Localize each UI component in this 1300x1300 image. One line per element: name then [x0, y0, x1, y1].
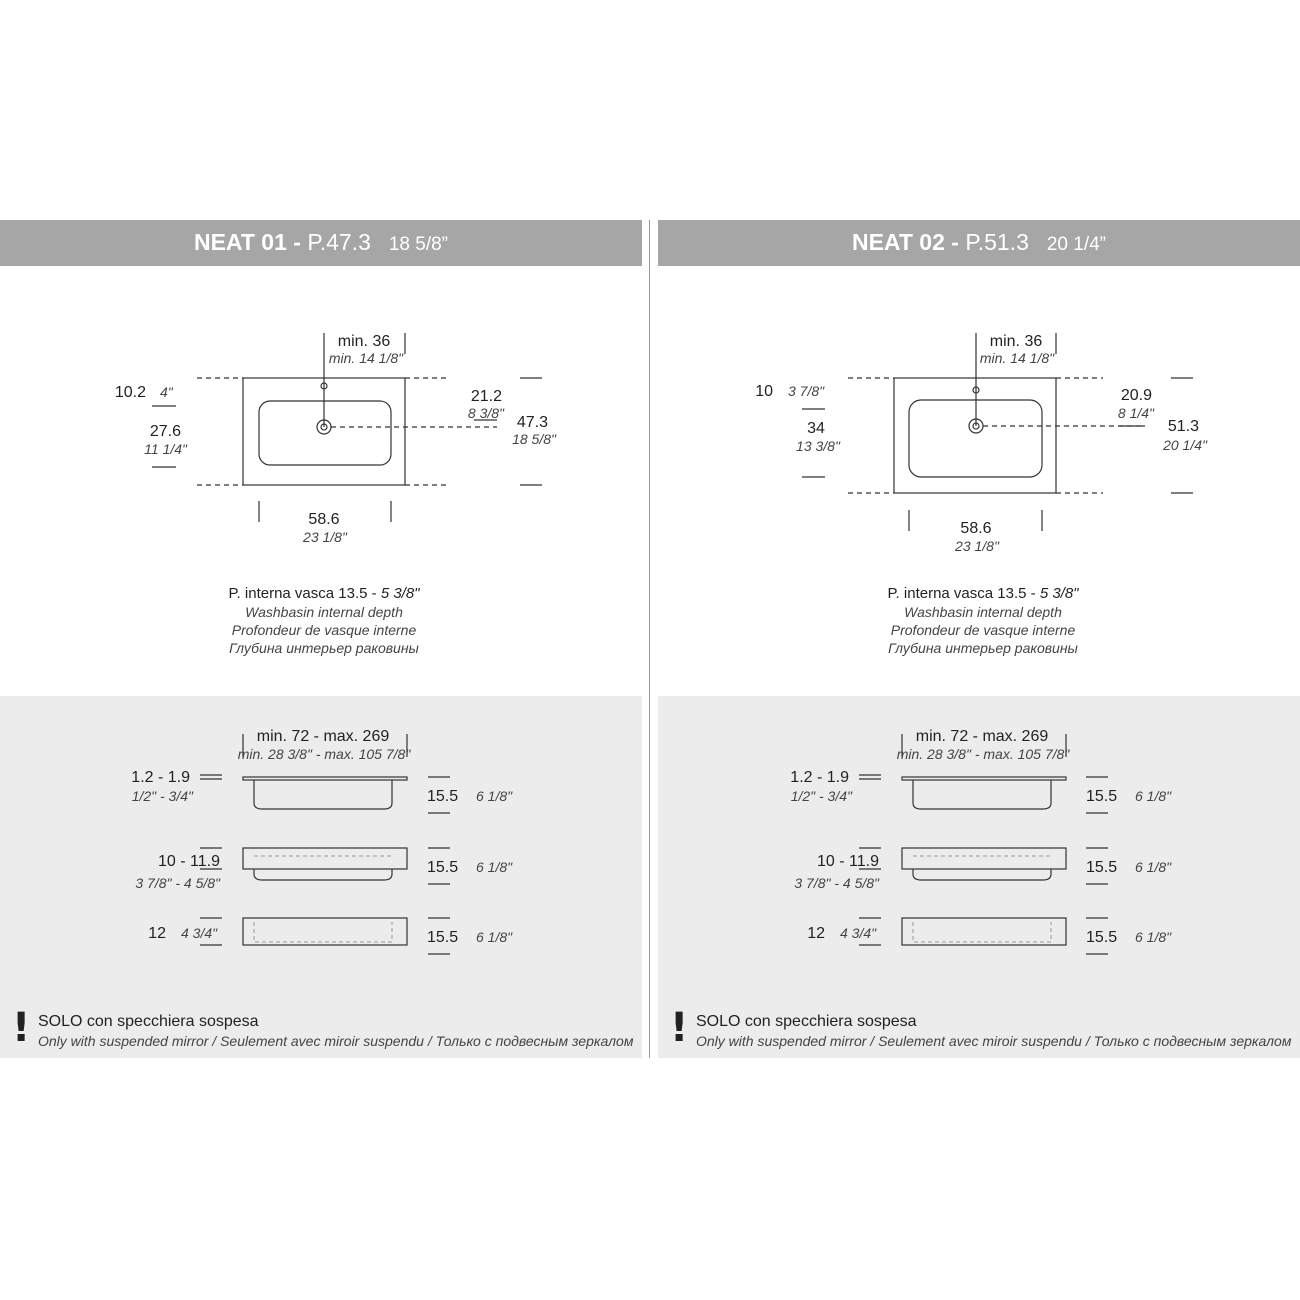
- profile-3-height: 15.5: [427, 929, 459, 946]
- internal-depth-label: P. interna vasca 13.5 -: [887, 585, 1040, 602]
- range-label: min. 72 - max. 269: [256, 728, 390, 745]
- width-dim-label: 58.6: [960, 520, 992, 537]
- profile-3-hidden-bowl: [254, 922, 392, 942]
- profile-1-height-inch: 6 1/8": [476, 788, 513, 804]
- depth-dim-inch: 20 1/4": [1163, 437, 1207, 453]
- caption-fr: Profondeur de vasque interne: [231, 622, 417, 638]
- internal-depth-inch: 5 3/8": [380, 585, 420, 602]
- basin-dim-inch: 13 3/8": [796, 438, 840, 454]
- profile-3-block: [243, 918, 407, 945]
- caption-en: Washbasin internal depth: [245, 604, 403, 620]
- top-dim-label: 10.2: [114, 384, 146, 401]
- product-panel-neat-02: [658, 220, 1300, 1058]
- basin-dim-label: 34: [807, 420, 825, 437]
- profile-2-thickness: 10 - 11.9: [158, 853, 220, 870]
- basin-dim-inch: 11 1/4": [144, 441, 187, 457]
- profile-2-height-inch: 6 1/8": [476, 859, 513, 875]
- width-dim-inch: 23 1/8": [303, 529, 347, 545]
- internal-depth-caption: [887, 585, 1079, 602]
- profile-3-block: [902, 918, 1066, 945]
- model-depth-inch: 18 5/8”: [388, 234, 449, 255]
- profile-1-height-inch: 6 1/8": [1135, 788, 1172, 804]
- model-depth: P.47.3: [307, 229, 371, 255]
- model-name: NEAT 02: [851, 229, 945, 255]
- internal-depth-caption: [228, 585, 420, 602]
- technical-drawing: [0, 220, 642, 1058]
- top-dim-inch: 3 7/8": [788, 383, 825, 399]
- profile-1-top: [243, 777, 407, 780]
- profile-3-thickness: 12: [807, 925, 825, 942]
- profile-1-thickness-inch: 1/2" - 3/4": [131, 788, 193, 804]
- depth-dim-inch: 18 5/8": [512, 431, 556, 447]
- basin-dim-label: 27.6: [149, 423, 181, 440]
- depth-dim-label: 47.3: [516, 414, 548, 431]
- range-label: min. 72 - max. 269: [915, 728, 1049, 745]
- profile-1-thickness: 1.2 - 1.9: [790, 769, 849, 786]
- washbasin-top-outline: [894, 378, 1056, 493]
- mirror-note-title: SOLO con specchiera sospesa: [696, 1013, 917, 1030]
- profile-2-thickness: 10 - 11.9: [817, 853, 879, 870]
- warning-icon: !: [12, 1005, 31, 1051]
- panel-divider: [649, 220, 650, 1058]
- drain-dim-label: 20.9: [1120, 387, 1152, 404]
- profile-2-height-inch: 6 1/8": [1135, 859, 1172, 875]
- profile-1-thickness: 1.2 - 1.9: [131, 769, 190, 786]
- mirror-note-subtitle: Only with suspended mirror / Seulement avec miroir suspendu / Только с подвесным зеркалом: [696, 1033, 1292, 1049]
- profile-3-height-inch: 6 1/8": [476, 929, 513, 945]
- profile-2-top: [243, 848, 407, 869]
- caption-en: Washbasin internal depth: [904, 604, 1062, 620]
- profile-3-thickness: 12: [148, 925, 166, 942]
- profile-2-bowl: [254, 869, 392, 880]
- top-dim-inch: 4": [160, 384, 173, 400]
- profile-3-height: 15.5: [1086, 929, 1118, 946]
- mirror-note-title: SOLO con specchiera sospesa: [38, 1013, 259, 1030]
- tap-min-inch: min. 14 1/8": [979, 350, 1055, 366]
- profile-3-thickness-inch: 4 3/4": [840, 925, 877, 941]
- drain-dim-label: 21.2: [470, 388, 502, 405]
- drain-dim-inch: 8 3/8": [467, 405, 504, 421]
- profile-2-thickness-inch: 3 7/8" - 4 5/8": [794, 875, 879, 891]
- tap-min-inch: min. 14 1/8": [328, 350, 404, 366]
- profile-2-top: [902, 848, 1066, 869]
- technical-drawing: [658, 220, 1300, 1058]
- title-separator: -: [286, 229, 308, 255]
- width-dim-label: 58.6: [308, 511, 340, 528]
- range-inch: min. 28 3/8" - max. 105 7/8": [896, 746, 1070, 762]
- mirror-note-subtitle: Only with suspended mirror / Seulement avec miroir suspendu / Только с подвесным зеркалом: [38, 1033, 634, 1049]
- title-separator: -: [944, 229, 966, 255]
- product-panel-neat-01: [0, 220, 642, 1058]
- top-dim-label: 10: [755, 383, 773, 400]
- caption-fr: Profondeur de vasque interne: [890, 622, 1076, 638]
- profile-2-height: 15.5: [427, 859, 459, 876]
- profile-2-height: 15.5: [1086, 859, 1118, 876]
- internal-depth-inch: 5 3/8": [1039, 585, 1079, 602]
- model-depth: P.51.3: [965, 229, 1029, 255]
- profile-3-thickness-inch: 4 3/4": [181, 925, 218, 941]
- model-name: NEAT 01: [193, 229, 287, 255]
- caption-ru: Глубина интерьер раковины: [229, 640, 419, 656]
- profile-1-height: 15.5: [427, 788, 459, 805]
- profile-1-bowl: [254, 780, 392, 809]
- profile-1-bowl: [913, 780, 1051, 809]
- profile-1-height: 15.5: [1086, 788, 1118, 805]
- basin-bowl-outline: [259, 401, 391, 465]
- caption-ru: Глубина интерьер раковины: [888, 640, 1078, 656]
- width-dim-inch: 23 1/8": [955, 538, 999, 554]
- profile-3-height-inch: 6 1/8": [1135, 929, 1172, 945]
- profile-2-thickness-inch: 3 7/8" - 4 5/8": [135, 875, 220, 891]
- profile-1-thickness-inch: 1/2" - 3/4": [790, 788, 852, 804]
- tap-min-label: min. 36: [989, 333, 1043, 350]
- model-depth-inch: 20 1/4”: [1046, 234, 1107, 255]
- internal-depth-label: P. interna vasca 13.5 -: [228, 585, 381, 602]
- warning-icon: !: [670, 1005, 689, 1051]
- depth-dim-label: 51.3: [1167, 418, 1199, 435]
- range-inch: min. 28 3/8" - max. 105 7/8": [237, 746, 411, 762]
- tap-min-label: min. 36: [337, 333, 391, 350]
- profile-2-bowl: [913, 869, 1051, 880]
- drain-dim-inch: 8 1/4": [1117, 405, 1154, 421]
- profile-1-top: [902, 777, 1066, 780]
- profile-3-hidden-bowl: [913, 922, 1051, 942]
